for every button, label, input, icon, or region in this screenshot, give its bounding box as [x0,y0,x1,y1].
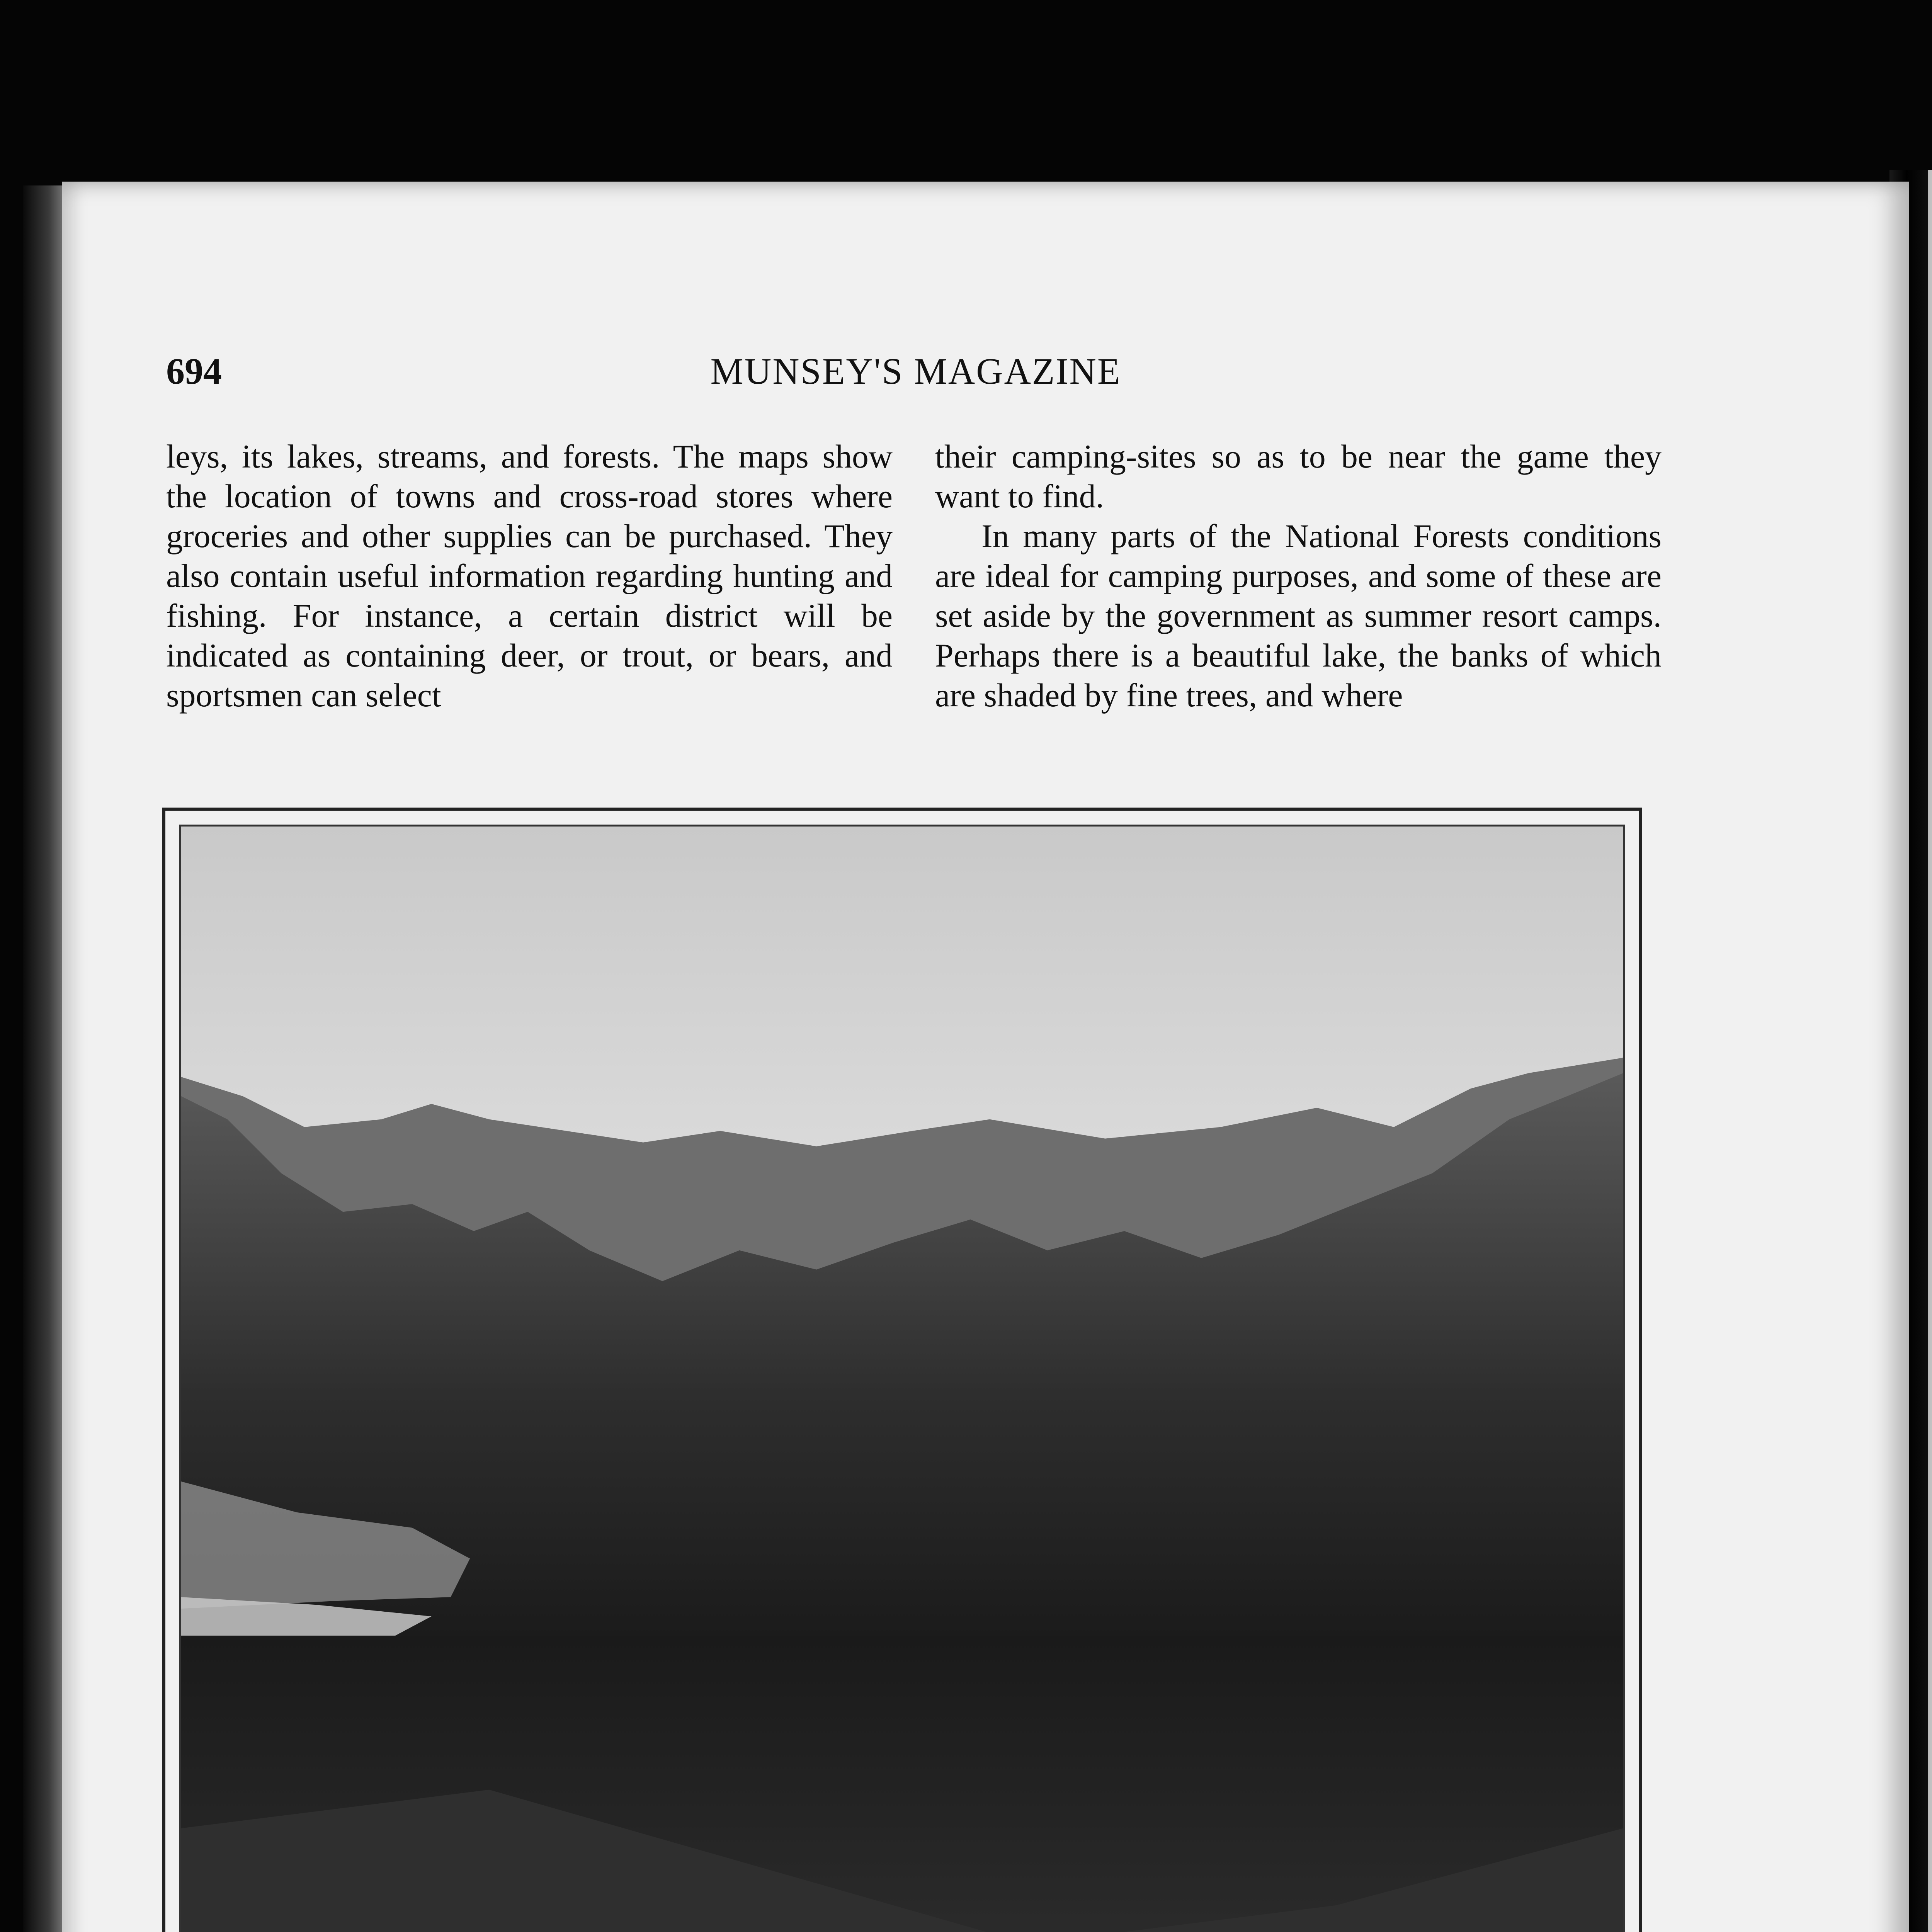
paragraph: leys, its lakes, streams, and forests. The maps show the location of towns and cross-road stores where groceries and other supplies can be purchased. They also contain useful information regarding hunting and fishing. For instance, a certain district will be indicated as containing deer, or trout, or bears, and sportsmen can select [166,438,893,714]
ouray-landscape-photo [181,827,1623,1932]
paragraph: In many parts of the National Forests conditions are ideal for camping purposes, and some of these are set aside by the government as summer resort camps. Perhaps there is a beautiful lake, the banks of which are shaded by fine trees, and where [935,517,1662,714]
text-column-left [166,437,893,715]
facing-page-edge [1928,170,1932,1932]
text-column-right [935,437,1662,715]
page-header [166,350,1665,404]
running-head: MUNSEY'S MAGAZINE [710,350,1121,392]
page-number: 694 [166,350,222,392]
photo-frame [179,825,1625,1932]
paragraph: their camping-sites so as to be near the game they want to find. [935,438,1662,515]
photo-plate [162,808,1642,1932]
